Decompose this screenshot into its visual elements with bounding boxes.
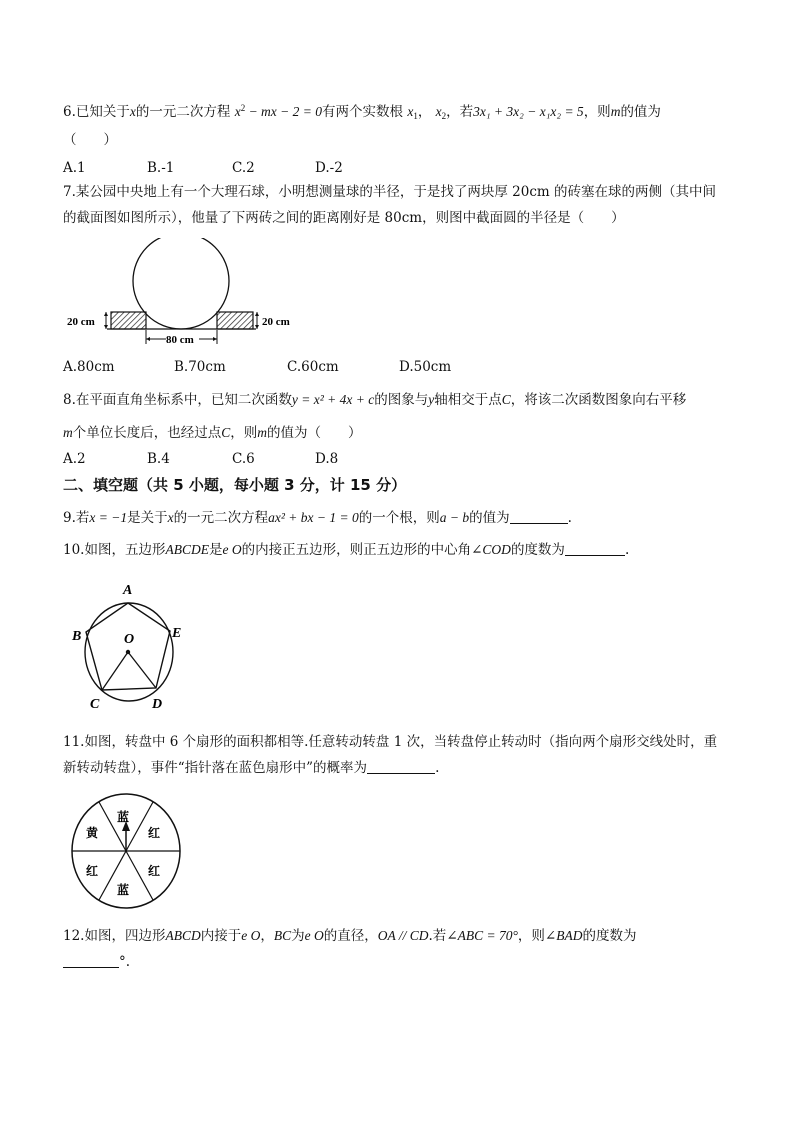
q7-option-b[interactable]: B.70cm (174, 359, 226, 375)
q10-period: . (624, 542, 630, 558)
q12-line2 (63, 953, 130, 971)
q11-sector-bottom: 蓝 (117, 883, 130, 897)
q8-function: y = x² + 4x + c (291, 392, 375, 407)
q6-text-mid1: 的一元二次方程 (135, 104, 231, 120)
q10-text-prefix: 10.如图，五边形 (63, 542, 166, 558)
q12-stem (63, 927, 636, 945)
q6-equation-x: x (234, 104, 241, 119)
q8-option-b[interactable]: B.4 (147, 451, 170, 467)
q7-right-dim-label: 20 cm (262, 316, 290, 328)
q6-comma: ， (417, 104, 432, 120)
q12-angle-condition: ∠ABC = 70° (446, 928, 518, 943)
q8-var-y: y (428, 392, 435, 407)
q12-text-prefix: 12.如图，四边形 (63, 928, 166, 944)
q12-angle-question: ∠BAD (544, 928, 583, 943)
q8-text-f: ，则 (230, 425, 258, 441)
q10-angle: ∠COD (471, 542, 511, 557)
q8-option-c[interactable]: C.6 (232, 451, 255, 467)
q6-text-mid2: 有两个实数根 (322, 104, 404, 120)
q7-option-c[interactable]: C.60cm (287, 359, 339, 375)
q10-label-a: A (123, 583, 133, 598)
q12-circle-name: e O (241, 928, 261, 943)
q9-text-mid2: 的一元二次方程 (173, 510, 269, 526)
q12-text-suffix: 的度数为 (582, 928, 637, 944)
q6-stem (63, 99, 661, 125)
q11-spinner-svg (70, 791, 182, 913)
q9-text-mid1: 是关于 (127, 510, 168, 526)
q9-text-suffix: 的值为 (469, 510, 510, 526)
q8-text-g: 的值为（ ） (267, 425, 362, 441)
q9-stem (63, 509, 572, 527)
q9-condition: x = −1 (89, 510, 128, 525)
q7-line2: 的截面图如图所示），他量了下两砖之间的距离刚好是 80cm，则图中截面圆的半径是（ ） (63, 210, 625, 226)
q9-answer-blank[interactable] (510, 509, 568, 524)
q10-pentagon-name: ABCDE (165, 542, 209, 557)
q8-var-c: C (501, 392, 511, 407)
q7-figure (62, 238, 312, 352)
q12-parallel: OA // CD (377, 928, 429, 943)
q10-text-mid1: 是 (208, 542, 223, 558)
q7-left-dim-label: 20 cm (67, 316, 95, 328)
q10-circle-name: e O (222, 542, 242, 557)
q10-label-d: D (152, 697, 163, 712)
q6-condition: 3x₁ + 3x₂ − x₁x₂ = 5 (473, 104, 584, 119)
q6-root2-sub: 2 (441, 111, 447, 121)
q12-circle-name2: e O (304, 928, 324, 943)
q11-sector-lower-right: 红 (148, 864, 161, 878)
q6-text-prefix: 6.已知关于 (63, 104, 130, 120)
q11-line2 (63, 759, 439, 777)
q6-equation-rest: − mx − 2 = 0 (245, 104, 323, 119)
q11-sector-top: 蓝 (117, 810, 130, 824)
q12-text-mid1: 内接于 (200, 928, 242, 944)
q9-text-prefix: 9.若 (63, 510, 90, 526)
q6-var-x: x (129, 104, 136, 119)
section-heading-fill-blank: 二、填空题（共 5 小题，每小题 3 分，计 15 分） (63, 476, 407, 494)
q9-var-x: x (167, 510, 174, 525)
q11-text: 新转动转盘），事件“指针落在蓝色扇形中”的概率为 (63, 760, 368, 776)
q10-label-b: B (72, 629, 82, 644)
q11-line1: 11.如图，转盘中 6 个扇形的面积都相等.任意转动转盘 1 次，当转盘停止转动时（指向两个扇形交线处时，重 (63, 734, 718, 750)
q10-text-suffix: 的度数为 (510, 542, 565, 558)
q9-equation: ax² + bx − 1 = 0 (268, 510, 359, 525)
q6-text-mid4: ，则 (583, 104, 611, 120)
q11-period: . (435, 760, 440, 776)
q10-center-dot (126, 650, 130, 654)
q8-text-e: 个单位长度后，也经过点 (72, 425, 222, 441)
q6-option-b[interactable]: B.-1 (147, 160, 175, 176)
q8-option-d[interactable]: D.8 (315, 451, 339, 467)
q6-root2: x (435, 104, 442, 119)
q7-figure-svg (62, 238, 312, 348)
q8-var-m2: m (257, 425, 268, 440)
q8-line2 (63, 424, 362, 442)
q6-root1: x (407, 104, 414, 119)
q10-answer-blank[interactable] (565, 541, 625, 556)
q6-equation-exp: 2 (240, 103, 246, 113)
q7-right-brick (217, 312, 253, 329)
q8-text-a: 8.在平面直角坐标系中，已知二次函数 (63, 392, 292, 408)
q7-bottom-dim-label: 80 cm (166, 334, 194, 346)
q12-segment-bc: BC (273, 928, 292, 943)
q9-expression: a − b (439, 510, 470, 525)
q8-text-b: 的图象与 (374, 392, 429, 408)
q11-sector-upper-right: 红 (148, 826, 161, 840)
q6-option-c[interactable]: C.2 (232, 160, 255, 176)
q9-text-mid3: 的一个根，则 (358, 510, 440, 526)
q12-quad-name: ABCD (165, 928, 201, 943)
q12-text-mid5: .若 (428, 928, 447, 944)
q8-var-m: m (63, 425, 73, 440)
q11-spinner-figure (70, 791, 182, 917)
q10-label-e: E (172, 626, 182, 641)
q8-line1 (63, 391, 686, 409)
q7-option-d[interactable]: D.50cm (399, 359, 452, 375)
q10-radius-od (128, 652, 156, 688)
q12-answer-blank[interactable] (63, 953, 119, 968)
q9-period: . (567, 510, 572, 526)
q10-figure-svg (66, 578, 196, 714)
q10-text-mid2: 的内接正五边形，则正五边形的中心角 (241, 542, 472, 558)
q11-sector-upper-left: 黄 (86, 826, 99, 840)
q10-radius-oc (102, 652, 128, 690)
q6-var-m: m (610, 104, 621, 119)
q11-sector-lower-left: 红 (86, 864, 99, 878)
q7-option-a[interactable]: A.80cm (63, 359, 115, 375)
q6-root1-sub: 1 (413, 111, 418, 121)
q6-text-suffix: 的值为 (620, 104, 661, 120)
q7-left-brick (111, 312, 146, 329)
q12-text-mid3: 为 (291, 928, 305, 944)
q12-text-mid2: ， (260, 928, 274, 944)
q8-text-c: 轴相交于点 (434, 392, 502, 408)
q11-answer-blank[interactable] (367, 759, 435, 774)
q7-ball-circle (133, 238, 229, 329)
q6-text-mid3: ，若 (446, 104, 474, 120)
q12-text-mid6: ，则 (517, 928, 545, 944)
q8-text-d: ，将该二次函数图象向右平移 (510, 392, 687, 408)
q10-label-o: O (124, 632, 135, 647)
q6-option-d[interactable]: D.-2 (315, 160, 343, 176)
q10-figure (66, 578, 196, 718)
q10-stem (63, 541, 629, 559)
q12-text-mid4: 的直径， (323, 928, 378, 944)
q6-option-a[interactable]: A.1 (63, 160, 86, 176)
q12-degree-period: °. (119, 954, 131, 970)
q6-answer-paren: （ ） (63, 132, 117, 148)
q7-line1: 7.某公园中央地上有一个大理石球，小明想测量球的半径，于是找了两块厚 20cm 的砖塞在球的两侧（其中间 (63, 184, 717, 200)
q10-label-c: C (90, 697, 100, 712)
q8-option-a[interactable]: A.2 (63, 451, 86, 467)
q8-var-c2: C (221, 425, 231, 440)
